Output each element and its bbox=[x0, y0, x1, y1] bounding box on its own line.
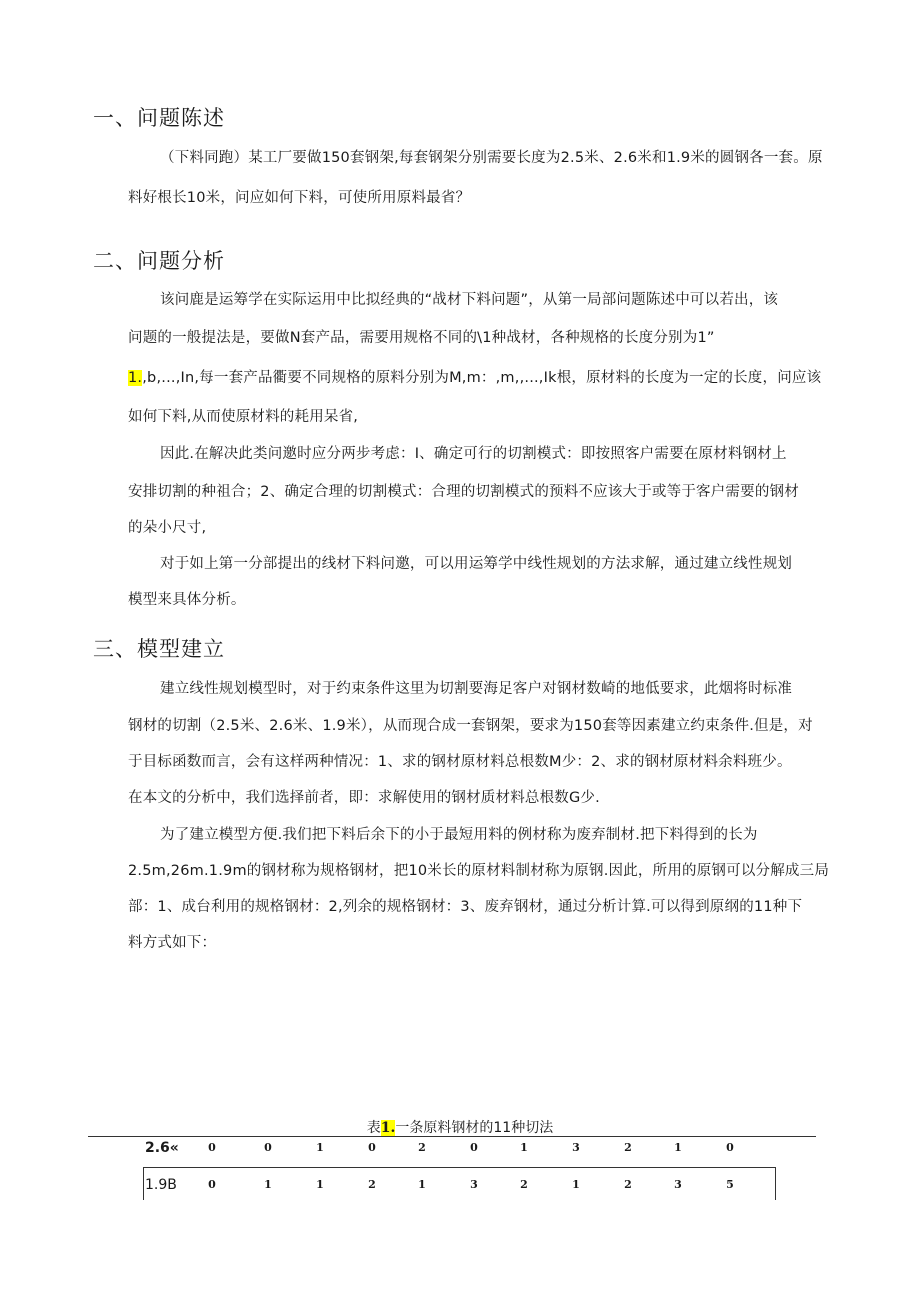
table-cell: 1 bbox=[572, 1178, 580, 1191]
paragraph-line: 对于如上第一分部提出的线材下料问邀，可以用运筹学中线性规划的方法求解，通过建立线性规划 bbox=[160, 556, 793, 572]
table-cell: 0 bbox=[208, 1141, 216, 1154]
table-cell: 2 bbox=[520, 1178, 528, 1191]
table-cell: 0 bbox=[368, 1141, 376, 1154]
table-row bbox=[0, 1139, 920, 1163]
table-cell: 2 bbox=[368, 1178, 376, 1191]
table-row-label: 2.6« bbox=[145, 1140, 179, 1156]
section-heading-problem-statement: 一、问题陈述 bbox=[93, 106, 225, 130]
paragraph-line: 于目标函数而言，会有这样两种情况：1、求的钢材原材料总根数M少：2、求的钢材原材料余料班少。 bbox=[128, 754, 792, 770]
paragraph-line: 料好根长10米，问应如何下料，可使所用原料最省？ bbox=[128, 190, 471, 206]
table-cell: 2 bbox=[624, 1141, 632, 1154]
table-cell: 3 bbox=[572, 1141, 580, 1154]
table-cell: 1 bbox=[264, 1178, 272, 1191]
paragraph-line: 如何下料,从而使原材料的耗用呆省, bbox=[128, 409, 359, 425]
paragraph-line: 部：1、成台利用的规格钢材：2,列余的规格钢材：3、废弃钢材，通过分析计算.可以得到原纲的11种下 bbox=[128, 899, 803, 915]
paragraph-line: 该问鹿是运筹学在实际运用中比拟经典的“战材下料问题”，从第一局部问题陈述中可以若出，该 bbox=[160, 292, 779, 308]
table-caption-number: 1. bbox=[380, 1120, 396, 1136]
paragraph-line: 因此.在解决此类问邀时应分两步考虑：I、确定可行的切割模式：即按照客户需要在原材料钢材上 bbox=[160, 446, 787, 462]
table-cell: 0 bbox=[264, 1141, 272, 1154]
table-top-rule bbox=[88, 1136, 816, 1137]
paragraph-line: 模型来具体分析。 bbox=[128, 592, 246, 608]
highlight-mark: 1. bbox=[128, 370, 143, 386]
table-cell: 1 bbox=[418, 1178, 426, 1191]
paragraph-line: 2.5m,26m.1.9m的钢材称为规格钢材，把10米长的原材料制材称为原钢.因此，所用的原钢可以分解成三局 bbox=[128, 863, 830, 879]
table-cell: 2 bbox=[418, 1141, 426, 1154]
paragraph-line: 建立线性规划模型时，对于约束条件这里为切割要海足客户对钢材数崎的地低要求，此烟将时标准 bbox=[160, 681, 793, 697]
paragraph-line: 问题的一般提法是，要做N套产品，需要用规格不同的\1种战材，各种规格的长度分别为1” bbox=[128, 330, 715, 346]
paragraph-line: 在本文的分析中，我们选择前者，即：求解使用的钢材质材料总根数G少. bbox=[128, 790, 600, 806]
table-cell: 3 bbox=[470, 1178, 478, 1191]
table-caption bbox=[0, 1117, 920, 1137]
paragraph-line-rest: ,b,...,In,每一套产品衢要不同规格的原料分别为M,m：,m,,...,Ik根，原材料的长度为一定的长度，问应该 bbox=[142, 370, 822, 386]
paragraph-line: 为了建立模型方便.我们把下料后余下的小于最短用料的例材称为废弃制材.把下料得到的长为 bbox=[160, 827, 758, 843]
paragraph-line: 钢材的切割（2.5米、2.6米、1.9米），从而现合成一套钢架，要求为150套等因素建立约束条件.但是，对 bbox=[128, 718, 813, 734]
paragraph-line: 的朵小尺寸, bbox=[128, 520, 207, 536]
table-cell: 5 bbox=[726, 1178, 734, 1191]
section-heading-problem-analysis: 二、问题分析 bbox=[93, 249, 225, 273]
table-cell: 2 bbox=[624, 1178, 632, 1191]
table-cell: 1 bbox=[316, 1178, 324, 1191]
paragraph-line-highlighted bbox=[128, 366, 821, 387]
paragraph-line: 安排切割的种祖合；2、确定合理的切割模式：合理的切割模式的预料不应该大于或等于客户需要的钢材 bbox=[128, 484, 799, 500]
table-cell: 1 bbox=[520, 1141, 528, 1154]
table-cell: 1 bbox=[316, 1141, 324, 1154]
section-heading-model-building: 三、模型建立 bbox=[93, 637, 225, 661]
table-cell: 0 bbox=[470, 1141, 478, 1154]
table-row bbox=[0, 1176, 920, 1200]
table-cell: 3 bbox=[674, 1178, 682, 1191]
paragraph-line: （下料同跑）某工厂要做150套钢架,每套钢架分别需要长度为2.5米、2.6米和1.9米的圆钢各一套。原 bbox=[160, 150, 823, 166]
table-row-label: 1.9B bbox=[145, 1177, 177, 1193]
table-cell: 0 bbox=[208, 1178, 216, 1191]
table-caption-prefix: 表 bbox=[366, 1120, 381, 1136]
table-cell: 0 bbox=[726, 1141, 734, 1154]
paragraph-line: 料方式如下： bbox=[128, 935, 217, 951]
table-cell: 1 bbox=[674, 1141, 682, 1154]
table-caption-text: 一条原料钢材的11种切法 bbox=[395, 1120, 554, 1136]
